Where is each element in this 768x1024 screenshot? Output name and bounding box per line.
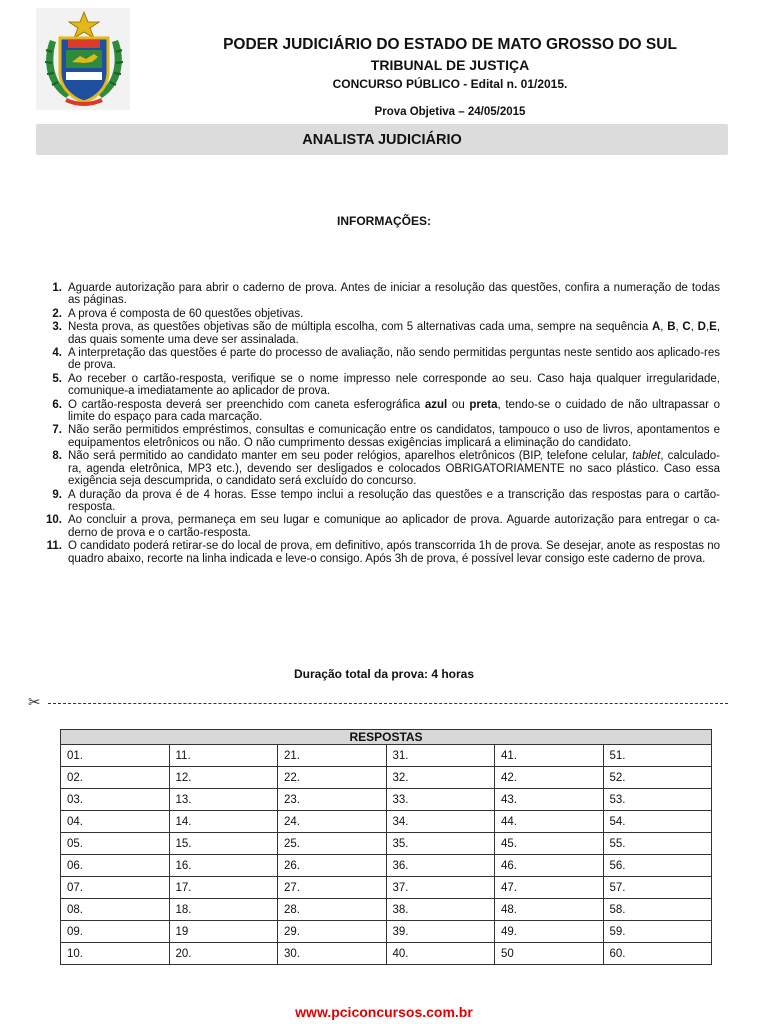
answer-cell[interactable]: 41. [495,745,604,767]
answers-row [61,745,712,767]
rule-item [36,321,720,346]
scissors-icon: ✂ [28,694,41,711]
rule-number: 3. [52,321,62,334]
rule-number: 5. [52,372,62,385]
answer-cell[interactable]: 33. [386,789,495,811]
rule-text: Ao concluir a prova, permaneça em seu lugar e comunique ao aplicador de prova. Aguarde autorização para entregar o ca-derno de prova e o cartão-resposta. [68,514,720,539]
rule-number: 11. [46,540,62,553]
answer-cell[interactable]: 15. [169,833,278,855]
answer-cell[interactable]: 44. [495,811,604,833]
answer-cell[interactable]: 59. [603,921,712,943]
rule-text: Não será permitido ao candidato manter em seu poder relógios, aparelhos eletrônicos (BIP, telefone celular, tablet, calculado-ra, agenda eletrônica, MP3 etc.), devendo ser desligados e colocados OBRIGATORIAMENTE no saco plástico. Caso essa exigência seja descumprida, o candidato será excluído do concurso. [68,450,721,488]
rule-item [36,489,720,514]
answer-cell[interactable]: 08. [61,899,170,921]
answer-cell[interactable]: 36. [386,855,495,877]
answer-cell[interactable]: 43. [495,789,604,811]
answer-cell[interactable]: 34. [386,811,495,833]
state-coat-of-arms-icon [36,10,132,110]
cut-line [28,696,728,712]
rule-text: Nesta prova, as questões objetivas são de múltipla escolha, com 5 alternativas cada uma, sempre na sequência A, B, C, D,E, das quais somente uma deve ser assinalada. [68,321,721,346]
answer-cell[interactable]: 22. [278,767,387,789]
rule-item [36,514,720,539]
answer-cell[interactable]: 39. [386,921,495,943]
answer-cell[interactable]: 53. [603,789,712,811]
answer-cell[interactable]: 25. [278,833,387,855]
exam-title: ANALISTA JUDICIÁRIO [302,131,462,148]
answer-cell[interactable]: 60. [603,943,712,965]
crest-star [69,12,99,38]
rule-text: Ao receber o cartão-resposta, verifique se o nome impresso nele corresponde ao seu. Caso haja qualquer irregularidade, comunique-a imediatamente ao aplicador de prova. [68,372,720,398]
answer-cell[interactable]: 28. [278,899,387,921]
answers-row [61,789,712,811]
answer-cell[interactable]: 02. [61,767,170,789]
rule-number: 10. [46,514,62,527]
answer-cell[interactable]: 35. [386,833,495,855]
answer-cell[interactable]: 52. [603,767,712,789]
answer-cell[interactable]: 06. [61,855,170,877]
answer-cell[interactable]: 30. [278,943,387,965]
answer-cell[interactable]: 23. [278,789,387,811]
answers-row [61,899,712,921]
rule-number: 2. [52,307,62,320]
rule-item [36,373,720,398]
tribunal-name: TRIBUNAL DE JUSTIÇA [370,57,530,73]
answer-cell[interactable]: 51. [603,745,712,767]
answer-cell[interactable]: 54. [603,811,712,833]
rule-item [36,347,720,372]
answer-cell[interactable]: 20. [169,943,278,965]
rule-text: A prova é composta de 60 questões objetivas. [68,307,304,320]
answer-cell[interactable]: 42. [495,767,604,789]
answer-cell[interactable]: 01. [61,745,170,767]
answers-row [61,877,712,899]
exam-date: Prova Objetiva – 24/05/2015 [374,106,526,118]
answer-cell[interactable]: 56. [603,855,712,877]
answers-row [61,767,712,789]
answer-cell[interactable]: 07. [61,877,170,899]
answer-cell[interactable]: 13. [169,789,278,811]
rule-item [36,308,720,320]
rule-text: O candidato poderá retirar-se do local de prova, em definitivo, após transcorrida 1h de prova. Se desejar, anote as respostas no quadro abaixo, recorte na linha indicada e leve-o consigo. Após 3h de prova, é possível levar consigo este caderno de prova. [68,540,720,565]
answer-cell[interactable]: 48. [495,899,604,921]
answer-cell[interactable]: 32. [386,767,495,789]
answer-cell[interactable]: 24. [278,811,387,833]
answer-cell[interactable]: 10. [61,943,170,965]
answer-cell[interactable]: 31. [386,745,495,767]
rule-text: Não serão permitidos empréstimos, consultas e comunicação entre os candidatos, tampouco o uso de livros, apontamentos e equipamentos eletrônicos ou não. O não cumprimento dessas exigências implicará a eliminação do candidato. [68,424,720,449]
answer-cell[interactable]: 12. [169,767,278,789]
answer-cell[interactable]: 47. [495,877,604,899]
answer-cell[interactable]: 27. [278,877,387,899]
answer-cell[interactable]: 49. [495,921,604,943]
info-heading: INFORMAÇÕES: [337,214,431,228]
source-url: www.pciconcursos.com.br [295,1004,473,1020]
answer-cell[interactable]: 18. [169,899,278,921]
answers-body [61,745,712,965]
rules-list [36,282,720,566]
answer-cell[interactable]: 46. [495,855,604,877]
rule-number: 9. [52,488,62,501]
rule-number: 7. [52,424,62,437]
rule-item [36,424,720,449]
answers-table [60,729,712,965]
court-name: PODER JUDICIÁRIO DO ESTADO DE MATO GROSSO DO SUL [223,36,677,53]
rule-item [36,282,720,307]
answer-cell[interactable]: 58. [603,899,712,921]
answers-title: RESPOSTAS [61,730,712,745]
answer-cell[interactable]: 26. [278,855,387,877]
answer-cell[interactable]: 21. [278,745,387,767]
exam-title-bar [36,124,728,155]
rule-number: 6. [52,398,62,411]
answer-cell[interactable]: 09. [61,921,170,943]
answer-cell[interactable]: 05. [61,833,170,855]
answer-cell[interactable]: 04. [61,811,170,833]
rule-text: A interpretação das questões é parte do processo de avaliação, não sendo permitidas perguntas neste sentido aos aplicado-res de prova. [68,347,720,372]
answers-row [61,921,712,943]
answer-cell[interactable]: 03. [61,789,170,811]
answer-cell[interactable]: 40. [386,943,495,965]
answer-cell[interactable]: 38. [386,899,495,921]
crest-shield [60,38,108,102]
answers-row [61,811,712,833]
answers-row [61,943,712,965]
total-duration: Duração total da prova: 4 horas [293,667,475,681]
answer-cell[interactable]: 55. [603,833,712,855]
rule-item [36,399,720,424]
rule-number: 8. [52,450,62,463]
answer-cell[interactable]: 19 [169,921,278,943]
answer-cell[interactable]: 17. [169,877,278,899]
answer-cell[interactable]: 57. [603,877,712,899]
rule-text: O cartão-resposta deverá ser preenchido com caneta esferográfica azul ou preta, tendo-se o cuidado de não ultrapassar o limite do espaço para cada marcação. [68,398,720,424]
answer-cell[interactable]: 50 [495,943,604,965]
answers-row [61,833,712,855]
edital-line: CONCURSO PÚBLICO - Edital n. 01/2015. [332,77,568,91]
dashed-cut-guide [48,703,728,704]
rule-text: Aguarde autorização para abrir o caderno de prova. Antes de iniciar a resolução das questões, confira a numeração de todas as páginas. [68,282,720,307]
answer-cell[interactable]: 29. [278,921,387,943]
rule-text: A duração da prova é de 4 horas. Esse tempo inclui a resolução das questões e a transcrição das respostas para o cartão-resposta. [68,488,720,513]
answer-cell[interactable]: 14. [169,811,278,833]
answer-cell[interactable]: 16. [169,855,278,877]
rule-item [36,540,720,565]
answers-row [61,855,712,877]
rule-item [36,450,720,487]
rule-number: 4. [52,347,62,360]
answer-cell[interactable]: 45. [495,833,604,855]
answer-cell[interactable]: 11. [169,745,278,767]
answer-cell[interactable]: 37. [386,877,495,899]
rule-number: 1. [52,282,62,294]
